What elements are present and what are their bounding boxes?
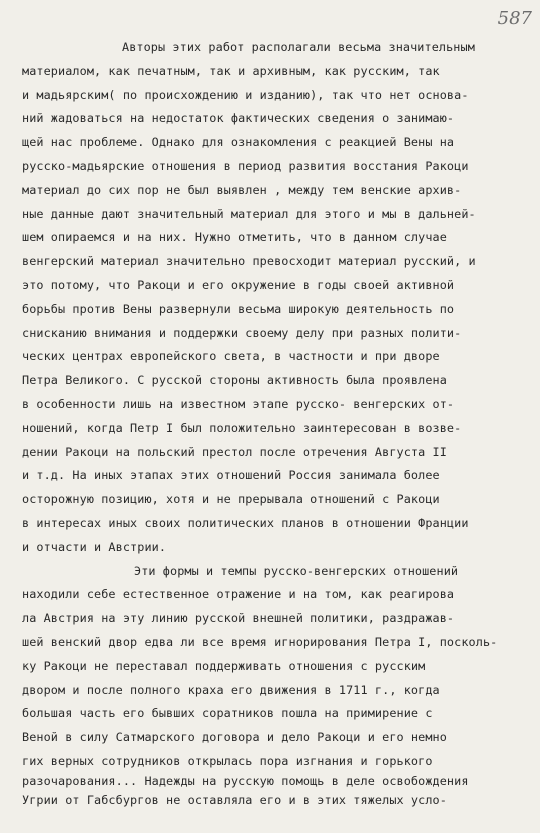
text-line: это потому, что Ракоци и его окружение в годы своей активной <box>22 277 455 292</box>
text-line: находили себе естественное отражение и на том, как реагирова <box>22 587 455 602</box>
text-line: ношений, когда Петр I был положительно заинтересован в возве- <box>22 420 462 435</box>
text-line: щей нас проблеме. Однако для ознакомления с реакцией Вены на <box>22 135 455 150</box>
text-line: большая часть его бывших соратников пошла на примирение с <box>22 706 433 721</box>
text-line: русско-мадьярские отношения в период развития восстания Ракоци <box>22 158 469 173</box>
text-line: ку Ракоци не переставал поддерживать отношения с русским <box>22 658 426 673</box>
text-line: материал до сих пор не был выявлен , между тем венские архив- <box>22 182 462 197</box>
text-line: Авторы этих работ располагали весьма значительным <box>122 40 475 54</box>
text-line: и мадьярским( по происхождению и изданию), так что нет основа- <box>22 87 469 102</box>
text-line: Эти формы и темпы русско-венгерских отношений <box>134 563 459 578</box>
text-line: и отчасти и Австрии. <box>22 539 167 554</box>
body-text <box>22 36 522 813</box>
text-line: снисканию внимания и поддержки своему делу при разных полити- <box>22 325 462 340</box>
text-line: Веной в силу Сатмарского договора и дело Ракоци и его немно <box>22 730 447 745</box>
text-line: шей венский двор едва ли все время игнорирования Петра I, посколь- <box>22 634 498 649</box>
text-line: Угрии от Габсбургов не оставляла его и в этих тяжелых усло- <box>22 792 447 807</box>
text-line: шем опираемся и на них. Нужно отметить, что в данном случае <box>22 230 447 245</box>
text-line: Петра Великого. С русской стороны активность была проявлена <box>22 373 447 388</box>
text-line: венгерский материал значительно превосходит материал русский, и <box>22 254 476 269</box>
text-line: материалом, как печатным, так и архивным, как русским, так <box>22 63 440 78</box>
text-line: двором и после полного краха его движения в 1711 г., когда <box>22 682 440 697</box>
text-line: в интересах иных своих политических планов в отношении Франции <box>22 515 469 530</box>
text-line: борьбы против Вены развернули весьма широкую деятельность по <box>22 301 455 316</box>
text-line: дении Ракоци на польский престол после отречения Августа II <box>22 444 447 459</box>
page-number: 587 <box>497 8 532 29</box>
text-line: гих верных сотрудников открылась пора изгнания и горького <box>22 753 433 768</box>
text-line: ные данные дают значительный материал для этого и мы в дальней- <box>22 206 476 221</box>
text-line: разочарования... Надежды на русскую помощь в деле освобождения <box>22 773 469 788</box>
text-line: ческих центрах европейского света, в частности и при дворе <box>22 349 440 364</box>
text-line: ний жадоваться на недостаток фактических сведения о занимаю- <box>22 111 455 126</box>
text-line: ла Австрия на эту линию русской внешней политики, раздражав- <box>22 611 455 626</box>
text-line: и т.д. На иных этапах этих отношений Россия занимала более <box>22 468 440 483</box>
text-line: осторожную позицию, хотя и не прерывала отношений с Ракоци <box>22 492 440 507</box>
text-line: в особенности лишь на известном этапе русско- венгерских от- <box>22 396 455 411</box>
